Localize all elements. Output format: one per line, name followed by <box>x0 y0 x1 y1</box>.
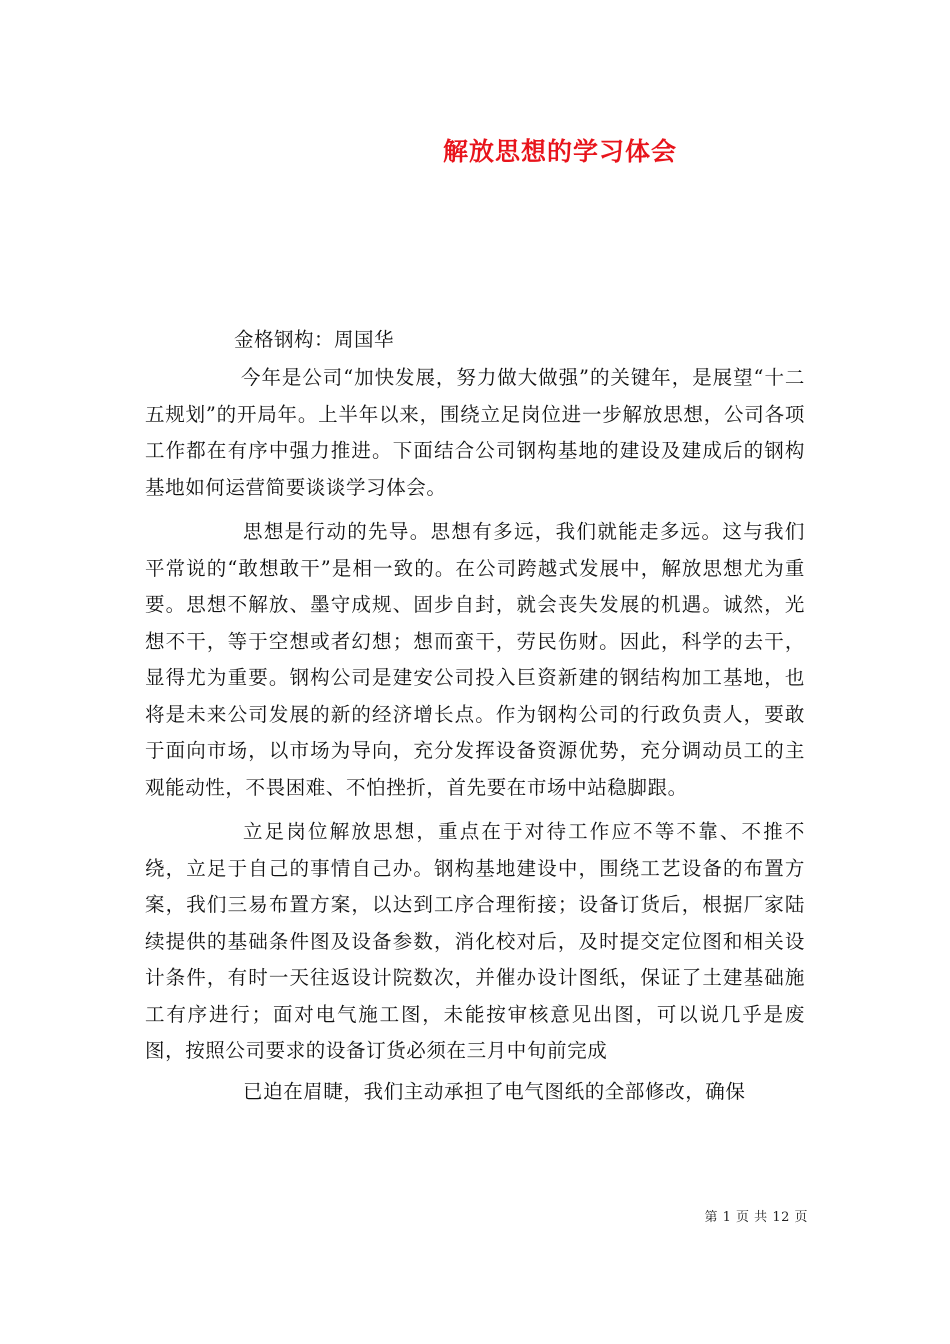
author-line: 金格钢构：周国华 <box>234 328 395 351</box>
paragraph-4: 已迫在眉睫，我们主动承担了电气图纸的全部修改，确保 <box>243 1079 746 1103</box>
document-body <box>145 360 805 1118</box>
paragraph-1: 今年是公司“加快发展，努力做大做强”的关键年，是展望“十二五规划”的开局年。上半年以来，围绕立足岗位进一步解放思想，公司各项工作都在有序中强力推进。下面结合公司钢构基地的建设及建成后的钢构基地如何运营简要谈谈学习体会。 <box>145 366 805 499</box>
page-number-footer: 第 1 页 共 12 页 <box>704 1210 808 1225</box>
paragraph-3: 立足岗位解放思想，重点在于对待工作应不等不靠、不推不绕，立足于自己的事情自己办。钢构基地建设中，围绕工艺设备的布置方案，我们三易布置方案，以达到工序合理衔接；设备订货后，根据厂家陆续提供的基础条件图及设备参数，消化校对后，及时提交定位图和相关设计条件，有时一天往返设计院数次，并催办设计图纸，保证了土建基础施工有序进行；面对电气施工图，未能按审核意见出图，可以说几乎是废图，按照公司要求的设备订货必须在三月中旬前完成 <box>145 820 805 1062</box>
paragraph-2: 思想是行动的先导。思想有多远，我们就能走多远。这与我们平常说的“敢想敢干”是相一致的。在公司跨越式发展中，解放思想尤为重要。思想不解放、墨守成规、固步自封，就会丧失发展的机遇。诚然，光想不干，等于空想或者幻想；想而蛮干，劳民伤财。因此，科学的去干，显得尤为重要。钢构公司是建安公司投入巨资新建的钢结构加工基地，也将是未来公司发展的新的经济增长点。作为钢构公司的行政负责人，要敢于面向市场，以市场为导向，充分发挥设备资源优势，充分调动员工的主观能动性，不畏困难、不怕挫折，首先要在市场中站稳脚跟。 <box>145 520 805 799</box>
document-title: 解放思想的学习体会 <box>442 137 677 166</box>
